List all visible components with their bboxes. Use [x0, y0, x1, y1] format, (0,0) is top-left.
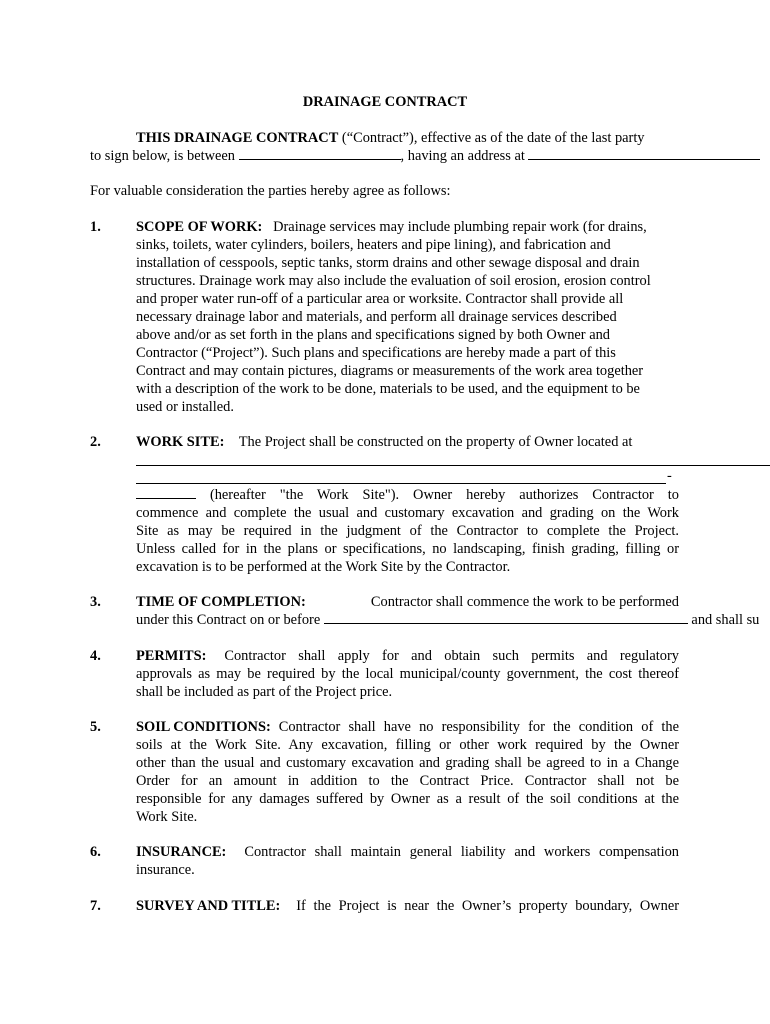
section-3-heading: TIME OF COMPLETION:	[136, 594, 306, 610]
section-4-line: approvals as may be required by the local municipal/county government, the cost thereof	[136, 666, 679, 682]
section-1-line: above and/or as set forth in the plans and specifications signed by both Owner and	[136, 327, 610, 343]
intro-lead-rest: (“Contract”), effective as of the date of the last party	[338, 130, 645, 146]
section-2-line: excavation is to be performed at the Work Site by the Contractor.	[136, 559, 511, 575]
section-6-body	[136, 843, 679, 879]
work-site-address-blank-3[interactable]	[136, 486, 196, 499]
section-4-line: shall be included as part of the Project price.	[136, 684, 393, 700]
section-5-line: responsible for any damages suffered by Owner as a result of the soil conditions at the	[136, 791, 679, 807]
consideration-text: For valuable consideration the parties hereby agree as follows:	[90, 183, 451, 199]
section-1-line: with a description of the work to be done, materials to be used, and the equipment to be	[136, 381, 640, 397]
section-1-body	[136, 218, 679, 416]
section-7-line: If the Project is near the Owner’s property boundary, Owner	[296, 898, 679, 914]
section-5-body	[136, 718, 679, 826]
section-5-line: other than the usual and customary excavation and grading shall be agreed to in a Change	[136, 755, 679, 771]
party-address-blank[interactable]	[528, 147, 760, 160]
section-3-second-line	[136, 611, 759, 629]
intro-address-text: , having an address at	[400, 148, 529, 164]
section-7-heading: SURVEY AND TITLE:	[136, 898, 281, 914]
party-name-blank[interactable]	[239, 147, 401, 160]
section-1-line: sinks, toilets, water cylinders, boilers, heaters and pipe lining), and fabrication and	[136, 237, 611, 253]
section-2-first-line	[136, 433, 632, 451]
section-1-line: necessary drainage labor and materials, and perform all drainage services described	[136, 309, 617, 325]
section-4-line: Contractor shall apply for and obtain such permits and regulatory	[224, 648, 679, 664]
section-5-heading: SOIL CONDITIONS:	[136, 719, 271, 735]
section-4-number: 4.	[90, 648, 101, 664]
section-1-number: 1.	[90, 219, 101, 235]
document-title: DRAINAGE CONTRACT	[302, 94, 468, 110]
section-3-date-label: under this Contract on or before	[136, 612, 324, 628]
section-3-first-text: Contractor shall commence the work to be performed	[370, 594, 679, 610]
section-1-line: and proper water run-off of a particular area or worksite. Contractor shall provide all	[136, 291, 624, 307]
section-1-line: used or installed.	[136, 399, 234, 415]
section-4-heading: PERMITS:	[136, 648, 207, 664]
intro-line-2	[90, 147, 760, 165]
section-2-line: (hereafter "the Work Site"). Owner hereby authorizes Contractor to	[209, 487, 679, 503]
section-2-number: 2.	[90, 434, 101, 450]
section-1-line: Contract and may contain pictures, diagrams or measurements of the work area together	[136, 363, 644, 379]
section-2-line: Unless called for in the plans or specifications, no landscaping, finish grading, filling or	[136, 541, 679, 557]
section-1-line: Contractor (“Project”). Such plans and specifications are hereby made a part of this	[136, 345, 616, 361]
intro-between-text: to sign below, is between	[90, 148, 239, 164]
section-3-trailing-text: and shall su	[687, 612, 760, 628]
section-5-line: Work Site.	[136, 809, 198, 825]
section-2-dash: -	[667, 468, 672, 484]
work-site-address-blank-1[interactable]	[136, 465, 770, 466]
section-3-first-line	[136, 593, 679, 611]
section-6-line: insurance.	[136, 862, 195, 878]
section-7-number: 7.	[90, 898, 101, 914]
section-6-heading: INSURANCE:	[136, 844, 227, 860]
intro-line-1	[136, 129, 645, 147]
section-5-line: Order for an amount in addition to the Contract Price. Contractor shall not be	[136, 773, 679, 789]
section-5-line: soils at the Work Site. Any excavation, filling or other work required by the Owner	[136, 737, 679, 753]
section-7-body	[136, 897, 679, 915]
section-1-line: Drainage services may include plumbing repair work (for drains,	[273, 219, 647, 235]
section-4-body	[136, 647, 679, 701]
section-3-number: 3.	[90, 594, 101, 610]
section-2-line: Site as may be required in the judgment of the Contractor to complete the Project.	[136, 523, 679, 539]
section-6-line: Contractor shall maintain general liability and workers compensation	[244, 844, 679, 860]
section-2-heading: WORK SITE:	[136, 434, 225, 450]
section-2-body	[136, 486, 679, 576]
intro-lead-bold: THIS DRAINAGE CONTRACT	[136, 130, 339, 146]
section-2-line: commence and complete the usual and customary excavation and grading on the Work	[136, 505, 679, 521]
completion-date-blank[interactable]	[324, 611, 688, 624]
section-6-number: 6.	[90, 844, 101, 860]
work-site-address-blank-2[interactable]	[136, 483, 666, 484]
section-1-heading: SCOPE OF WORK:	[136, 219, 263, 235]
section-1-line: installation of cesspools, septic tanks, storm drains and other sewage disposal and drain	[136, 255, 640, 271]
section-5-number: 5.	[90, 719, 101, 735]
section-2-first-text: The Project shall be constructed on the property of Owner located at	[238, 434, 633, 450]
section-1-line: structures. Drainage work may also include the evaluation of soil erosion, erosion control	[136, 273, 651, 289]
section-5-line: Contractor shall have no responsibility for the condition of the	[278, 719, 679, 735]
